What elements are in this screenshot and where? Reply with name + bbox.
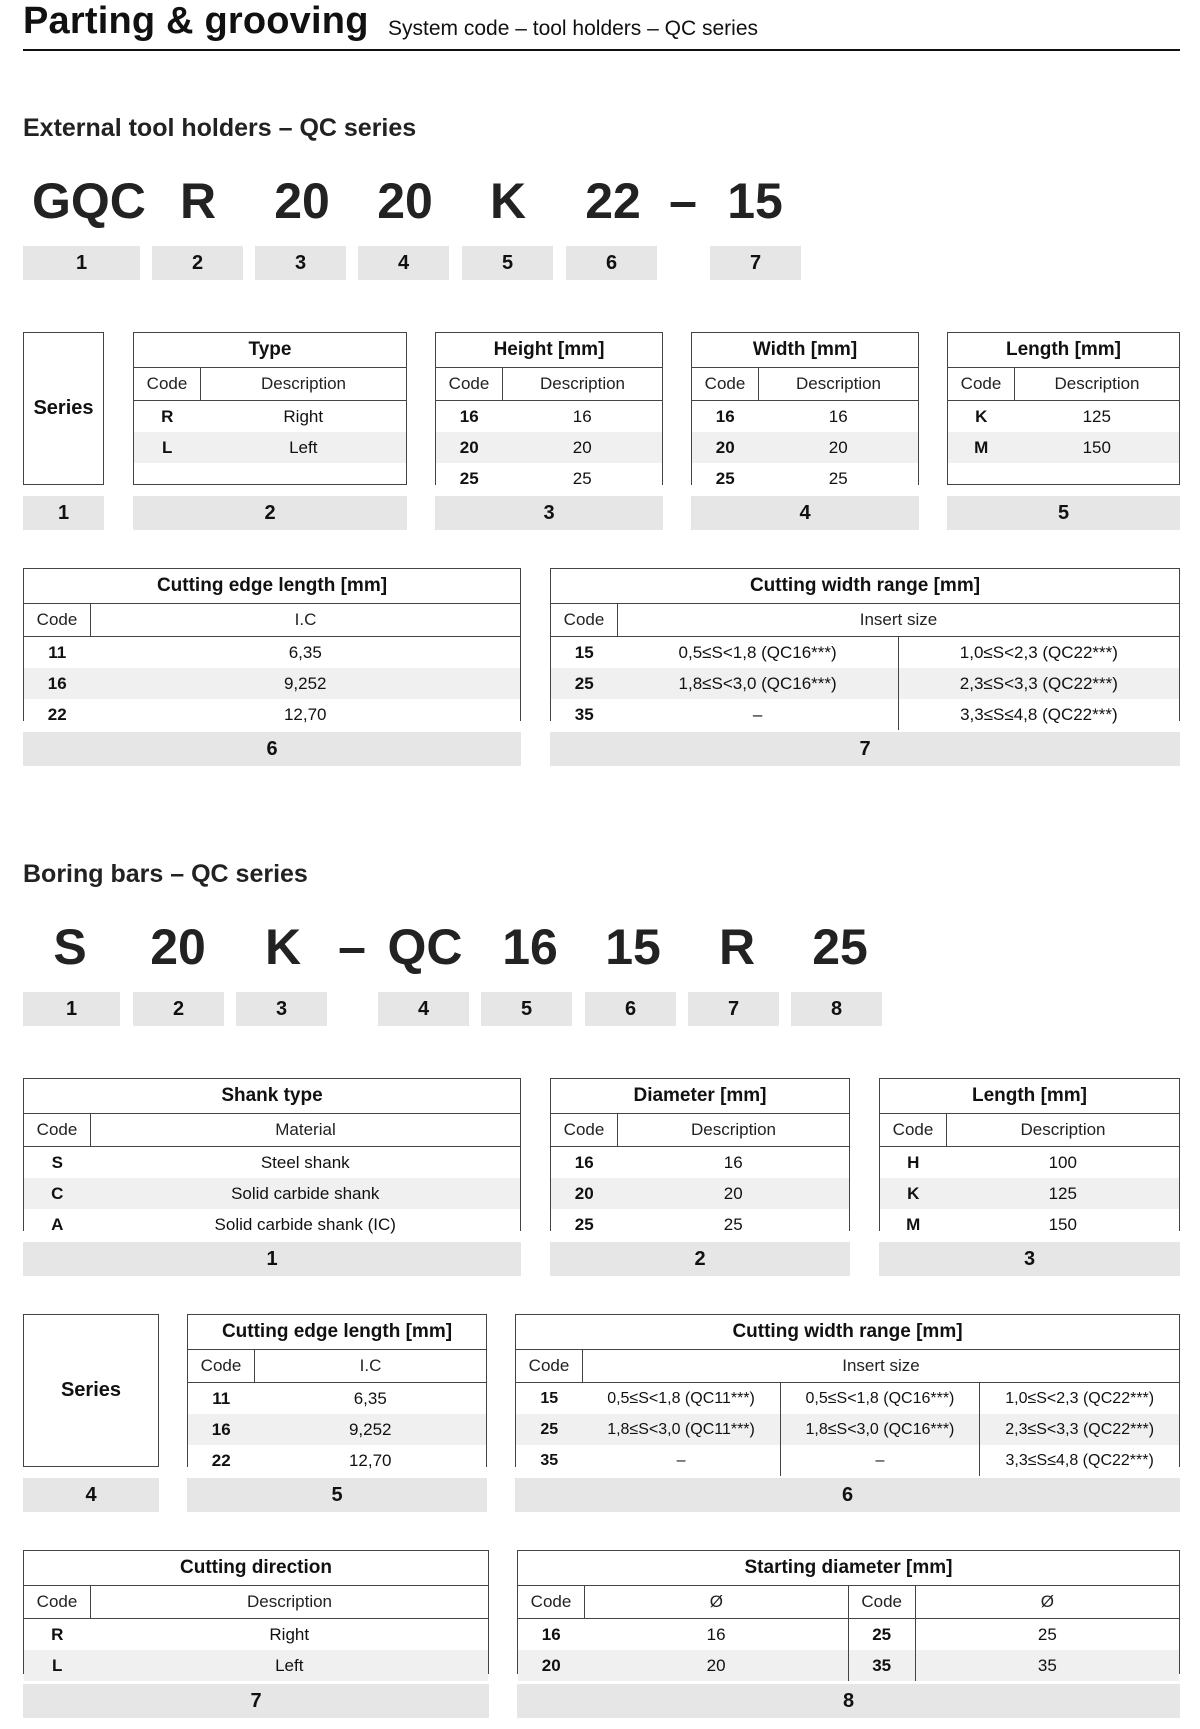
- direction-number: 7: [23, 1684, 489, 1718]
- height-row3-desc: 25: [503, 463, 663, 494]
- direction-row2-desc: Left: [91, 1650, 489, 1681]
- code-number-box: 1: [23, 992, 120, 1026]
- bor-cwr-insert-header: Insert size: [583, 1350, 1180, 1383]
- code-number-box: 5: [481, 992, 572, 1026]
- code-part: K: [489, 173, 527, 229]
- series-label: Series: [60, 1379, 122, 1401]
- code-number-box: 2: [152, 246, 243, 280]
- start-row2-dia2: 35: [915, 1650, 1179, 1681]
- bor-cel-table: [188, 1315, 486, 1476]
- code-part: 20: [377, 173, 433, 229]
- code-part: –: [338, 919, 366, 975]
- bor-length-row3-code: M: [880, 1209, 947, 1240]
- width-row1-code: 16: [692, 401, 759, 433]
- bor-cwr-row1-b: 0,5≤S<1,8 (QC16***): [780, 1383, 980, 1415]
- code-number-box: 6: [585, 992, 676, 1026]
- bor-cwr-row2-code: 25: [516, 1414, 583, 1445]
- length-table-box: [947, 332, 1180, 485]
- ext-cwr-row1-code: 15: [551, 637, 618, 669]
- shank-code-header: Code: [24, 1114, 91, 1147]
- bor-length-table: [880, 1079, 1179, 1240]
- code-number-box: 1: [23, 246, 140, 280]
- width-code-header: Code: [692, 368, 759, 401]
- type-number: 2: [133, 496, 407, 530]
- diameter-row3-code: 25: [551, 1209, 618, 1240]
- series-label: Series: [33, 397, 94, 419]
- diameter-number: 2: [550, 1242, 850, 1276]
- start-row1-code1: 16: [518, 1619, 585, 1651]
- length-title: Length [mm]: [948, 333, 1179, 368]
- diameter-desc-header: Description: [618, 1114, 850, 1147]
- shank-table-box: [23, 1078, 521, 1234]
- ext-cwr-row2-code: 25: [551, 668, 618, 699]
- shank-row1-code: S: [24, 1147, 91, 1179]
- code-part: R: [718, 919, 756, 975]
- bor-length-row1-desc: 100: [947, 1147, 1180, 1179]
- type-title: Type: [134, 333, 406, 368]
- external-series-box: [23, 332, 104, 485]
- width-row2-code: 20: [692, 432, 759, 463]
- height-number: 3: [435, 496, 663, 530]
- direction-table: [24, 1551, 488, 1681]
- ext-cel-row1-code: 11: [24, 637, 91, 669]
- type-desc-header: Description: [201, 368, 407, 401]
- code-number-box: 3: [236, 992, 327, 1026]
- width-table: [692, 333, 918, 494]
- diameter-title: Diameter [mm]: [551, 1079, 849, 1114]
- shank-row3-code: A: [24, 1209, 91, 1240]
- code-number-box: 4: [358, 246, 449, 280]
- bor-length-row3-desc: 150: [947, 1209, 1180, 1240]
- page-title: Parting & grooving: [23, 0, 369, 42]
- direction-code-header: Code: [24, 1586, 91, 1619]
- code-number-box: 7: [710, 246, 801, 280]
- code-part: 15: [727, 173, 783, 229]
- type-row2-desc: Left: [201, 432, 407, 463]
- width-table-box: [691, 332, 919, 488]
- length-table: [948, 333, 1179, 463]
- section-heading-external: External tool holders – QC series: [23, 114, 417, 142]
- ext-cel-table: [24, 569, 520, 730]
- code-part: R: [179, 173, 217, 229]
- bor-cel-row2-code: 16: [188, 1414, 255, 1445]
- type-table: [134, 333, 406, 463]
- code-number-box: 8: [791, 992, 882, 1026]
- start-number: 8: [517, 1684, 1180, 1718]
- bor-length-title: Length [mm]: [880, 1079, 1179, 1114]
- start-dia-header-1: Ø: [585, 1586, 849, 1619]
- ext-cel-title: Cutting edge length [mm]: [24, 569, 520, 604]
- bor-cwr-row2-b: 1,8≤S<3,0 (QC16***): [780, 1414, 980, 1445]
- start-row1-dia1: 16: [585, 1619, 849, 1651]
- ext-cwr-row2-a: 1,8≤S<3,0 (QC16***): [618, 668, 899, 699]
- start-row2-code1: 20: [518, 1650, 585, 1681]
- type-row1-code: R: [134, 401, 201, 433]
- start-row1-dia2: 25: [915, 1619, 1179, 1651]
- code-number-box: 5: [462, 246, 553, 280]
- height-title: Height [mm]: [436, 333, 662, 368]
- ext-cel-row3-code: 22: [24, 699, 91, 730]
- start-table-box: [517, 1550, 1180, 1674]
- bor-cel-row1-ic: 6,35: [255, 1383, 487, 1415]
- height-row1-code: 16: [436, 401, 503, 433]
- width-title: Width [mm]: [692, 333, 918, 368]
- code-number-box: 3: [255, 246, 346, 280]
- length-row2-desc: 150: [1015, 432, 1180, 463]
- code-part: 16: [502, 919, 558, 975]
- code-part: GQC: [32, 173, 146, 229]
- ext-cwr-row2-b: 2,3≤S<3,3 (QC22***): [898, 668, 1179, 699]
- shank-table: [24, 1079, 520, 1240]
- diameter-row1-desc: 16: [618, 1147, 850, 1179]
- start-title: Starting diameter [mm]: [518, 1551, 1179, 1586]
- boring-series-box: [23, 1314, 159, 1467]
- bor-cwr-table: [516, 1315, 1179, 1476]
- bor-cwr-row1-a: 0,5≤S<1,8 (QC11***): [583, 1383, 781, 1415]
- length-code-header: Code: [948, 368, 1015, 401]
- shank-number: 1: [23, 1242, 521, 1276]
- direction-row2-code: L: [24, 1650, 91, 1681]
- bor-cwr-row3-code: 35: [516, 1445, 583, 1476]
- width-row3-code: 25: [692, 463, 759, 494]
- length-number: 5: [947, 496, 1180, 530]
- bor-cel-title: Cutting edge length [mm]: [188, 1315, 486, 1350]
- height-table-box: [435, 332, 663, 488]
- ext-cwr-insert-header: Insert size: [618, 604, 1180, 637]
- code-part: S: [53, 919, 87, 975]
- ext-cel-row1-ic: 6,35: [91, 637, 521, 669]
- ext-cwr-table: [551, 569, 1179, 730]
- diameter-table-box: [550, 1078, 850, 1234]
- bor-length-desc-header: Description: [947, 1114, 1180, 1147]
- start-table: [518, 1551, 1179, 1681]
- bor-cwr-number: 6: [515, 1478, 1180, 1512]
- start-dia-header-2: Ø: [915, 1586, 1179, 1619]
- code-part: 25: [812, 919, 868, 975]
- code-number-box: 2: [133, 992, 224, 1026]
- bor-cwr-row2-a: 1,8≤S<3,0 (QC11***): [583, 1414, 781, 1445]
- bor-cel-number: 5: [187, 1478, 487, 1512]
- start-code-header-2: Code: [848, 1586, 915, 1619]
- bor-cwr-row2-c: 2,3≤S<3,3 (QC22***): [980, 1414, 1179, 1445]
- ext-cel-table-box: [23, 568, 521, 724]
- start-row2-dia1: 20: [585, 1650, 849, 1681]
- ext-cwr-number: 7: [550, 732, 1180, 766]
- code-number-box: 4: [378, 992, 469, 1026]
- ext-cwr-row3-code: 35: [551, 699, 618, 730]
- code-part: QC: [387, 919, 463, 975]
- type-row2-code: L: [134, 432, 201, 463]
- shank-title: Shank type: [24, 1079, 520, 1114]
- ext-cel-row3-ic: 12,70: [91, 699, 521, 730]
- bor-length-number: 3: [879, 1242, 1180, 1276]
- code-part: K: [264, 919, 302, 975]
- section-heading-boring: Boring bars – QC series: [23, 860, 308, 888]
- width-row1-desc: 16: [759, 401, 919, 433]
- length-row1-desc: 125: [1015, 401, 1180, 433]
- height-table: [436, 333, 662, 494]
- bor-cel-row3-code: 22: [188, 1445, 255, 1476]
- shank-row3-material: Solid carbide shank (IC): [91, 1209, 521, 1240]
- height-row3-code: 25: [436, 463, 503, 494]
- ext-cel-code-header: Code: [24, 604, 91, 637]
- ext-cwr-title: Cutting width range [mm]: [551, 569, 1179, 604]
- start-row1-code2: 25: [848, 1619, 915, 1651]
- bor-length-row1-code: H: [880, 1147, 947, 1179]
- ext-cel-ic-header: I.C: [91, 604, 521, 637]
- bor-cel-ic-header: I.C: [255, 1350, 487, 1383]
- length-row1-code: K: [948, 401, 1015, 433]
- boring-series-number: 4: [23, 1478, 159, 1512]
- bor-cwr-table-box: [515, 1314, 1180, 1467]
- shank-material-header: Material: [91, 1114, 521, 1147]
- direction-row1-code: R: [24, 1619, 91, 1651]
- bor-cwr-row1-c: 1,0≤S<2,3 (QC22***): [980, 1383, 1179, 1415]
- bor-length-code-header: Code: [880, 1114, 947, 1147]
- ext-cwr-row1-b: 1,0≤S<2,3 (QC22***): [898, 637, 1179, 669]
- ext-cwr-row1-a: 0,5≤S<1,8 (QC16***): [618, 637, 899, 669]
- diameter-row2-desc: 20: [618, 1178, 850, 1209]
- page-subtitle: System code – tool holders – QC series: [388, 17, 759, 40]
- bor-cwr-code-header: Code: [516, 1350, 583, 1383]
- direction-table-box: [23, 1550, 489, 1674]
- code-number-box: 7: [688, 992, 779, 1026]
- code-part: 22: [585, 173, 641, 229]
- bor-length-table-box: [879, 1078, 1180, 1234]
- bor-cwr-row3-b: –: [780, 1445, 980, 1476]
- bor-length-row2-code: K: [880, 1178, 947, 1209]
- code-part: 20: [274, 173, 330, 229]
- diameter-code-header: Code: [551, 1114, 618, 1147]
- ext-cwr-row3-b: 3,3≤S≤4,8 (QC22***): [898, 699, 1179, 730]
- bor-length-row2-desc: 125: [947, 1178, 1180, 1209]
- diameter-row3-desc: 25: [618, 1209, 850, 1240]
- width-number: 4: [691, 496, 919, 530]
- length-row2-code: M: [948, 432, 1015, 463]
- code-part: 20: [150, 919, 206, 975]
- type-table-box: [133, 332, 407, 485]
- code-part: –: [669, 173, 697, 229]
- direction-row1-desc: Right: [91, 1619, 489, 1651]
- bor-cel-code-header: Code: [188, 1350, 255, 1383]
- bor-cel-row3-ic: 12,70: [255, 1445, 487, 1476]
- ext-cel-row2-ic: 9,252: [91, 668, 521, 699]
- height-row2-desc: 20: [503, 432, 663, 463]
- diameter-row2-code: 20: [551, 1178, 618, 1209]
- type-row1-desc: Right: [201, 401, 407, 433]
- type-code-header: Code: [134, 368, 201, 401]
- direction-desc-header: Description: [91, 1586, 489, 1619]
- bor-cel-table-box: [187, 1314, 487, 1470]
- shank-row2-code: C: [24, 1178, 91, 1209]
- start-code-header-1: Code: [518, 1586, 585, 1619]
- bor-cwr-row3-c: 3,3≤S≤4,8 (QC22***): [980, 1445, 1179, 1476]
- height-desc-header: Description: [503, 368, 663, 401]
- start-row2-code2: 35: [848, 1650, 915, 1681]
- code-part: 15: [605, 919, 661, 975]
- direction-title: Cutting direction: [24, 1551, 488, 1586]
- height-row2-code: 20: [436, 432, 503, 463]
- ext-cwr-row3-a: –: [618, 699, 899, 730]
- shank-row1-material: Steel shank: [91, 1147, 521, 1179]
- bor-cel-row2-ic: 9,252: [255, 1414, 487, 1445]
- width-row2-desc: 20: [759, 432, 919, 463]
- ext-cel-number: 6: [23, 732, 521, 766]
- ext-cwr-code-header: Code: [551, 604, 618, 637]
- diameter-table: [551, 1079, 849, 1240]
- external-series-number: 1: [23, 496, 104, 530]
- width-row3-desc: 25: [759, 463, 919, 494]
- bor-cwr-title: Cutting width range [mm]: [516, 1315, 1179, 1350]
- bor-cel-row1-code: 11: [188, 1383, 255, 1415]
- code-number-box: 6: [566, 246, 657, 280]
- ext-cwr-table-box: [550, 568, 1180, 724]
- length-desc-header: Description: [1015, 368, 1180, 401]
- ext-cel-row2-code: 16: [24, 668, 91, 699]
- shank-row2-material: Solid carbide shank: [91, 1178, 521, 1209]
- bor-cwr-row3-a: –: [583, 1445, 781, 1476]
- width-desc-header: Description: [759, 368, 919, 401]
- diameter-row1-code: 16: [551, 1147, 618, 1179]
- bor-cwr-row1-code: 15: [516, 1383, 583, 1415]
- title-divider: [23, 49, 1180, 51]
- height-row1-desc: 16: [503, 401, 663, 433]
- height-code-header: Code: [436, 368, 503, 401]
